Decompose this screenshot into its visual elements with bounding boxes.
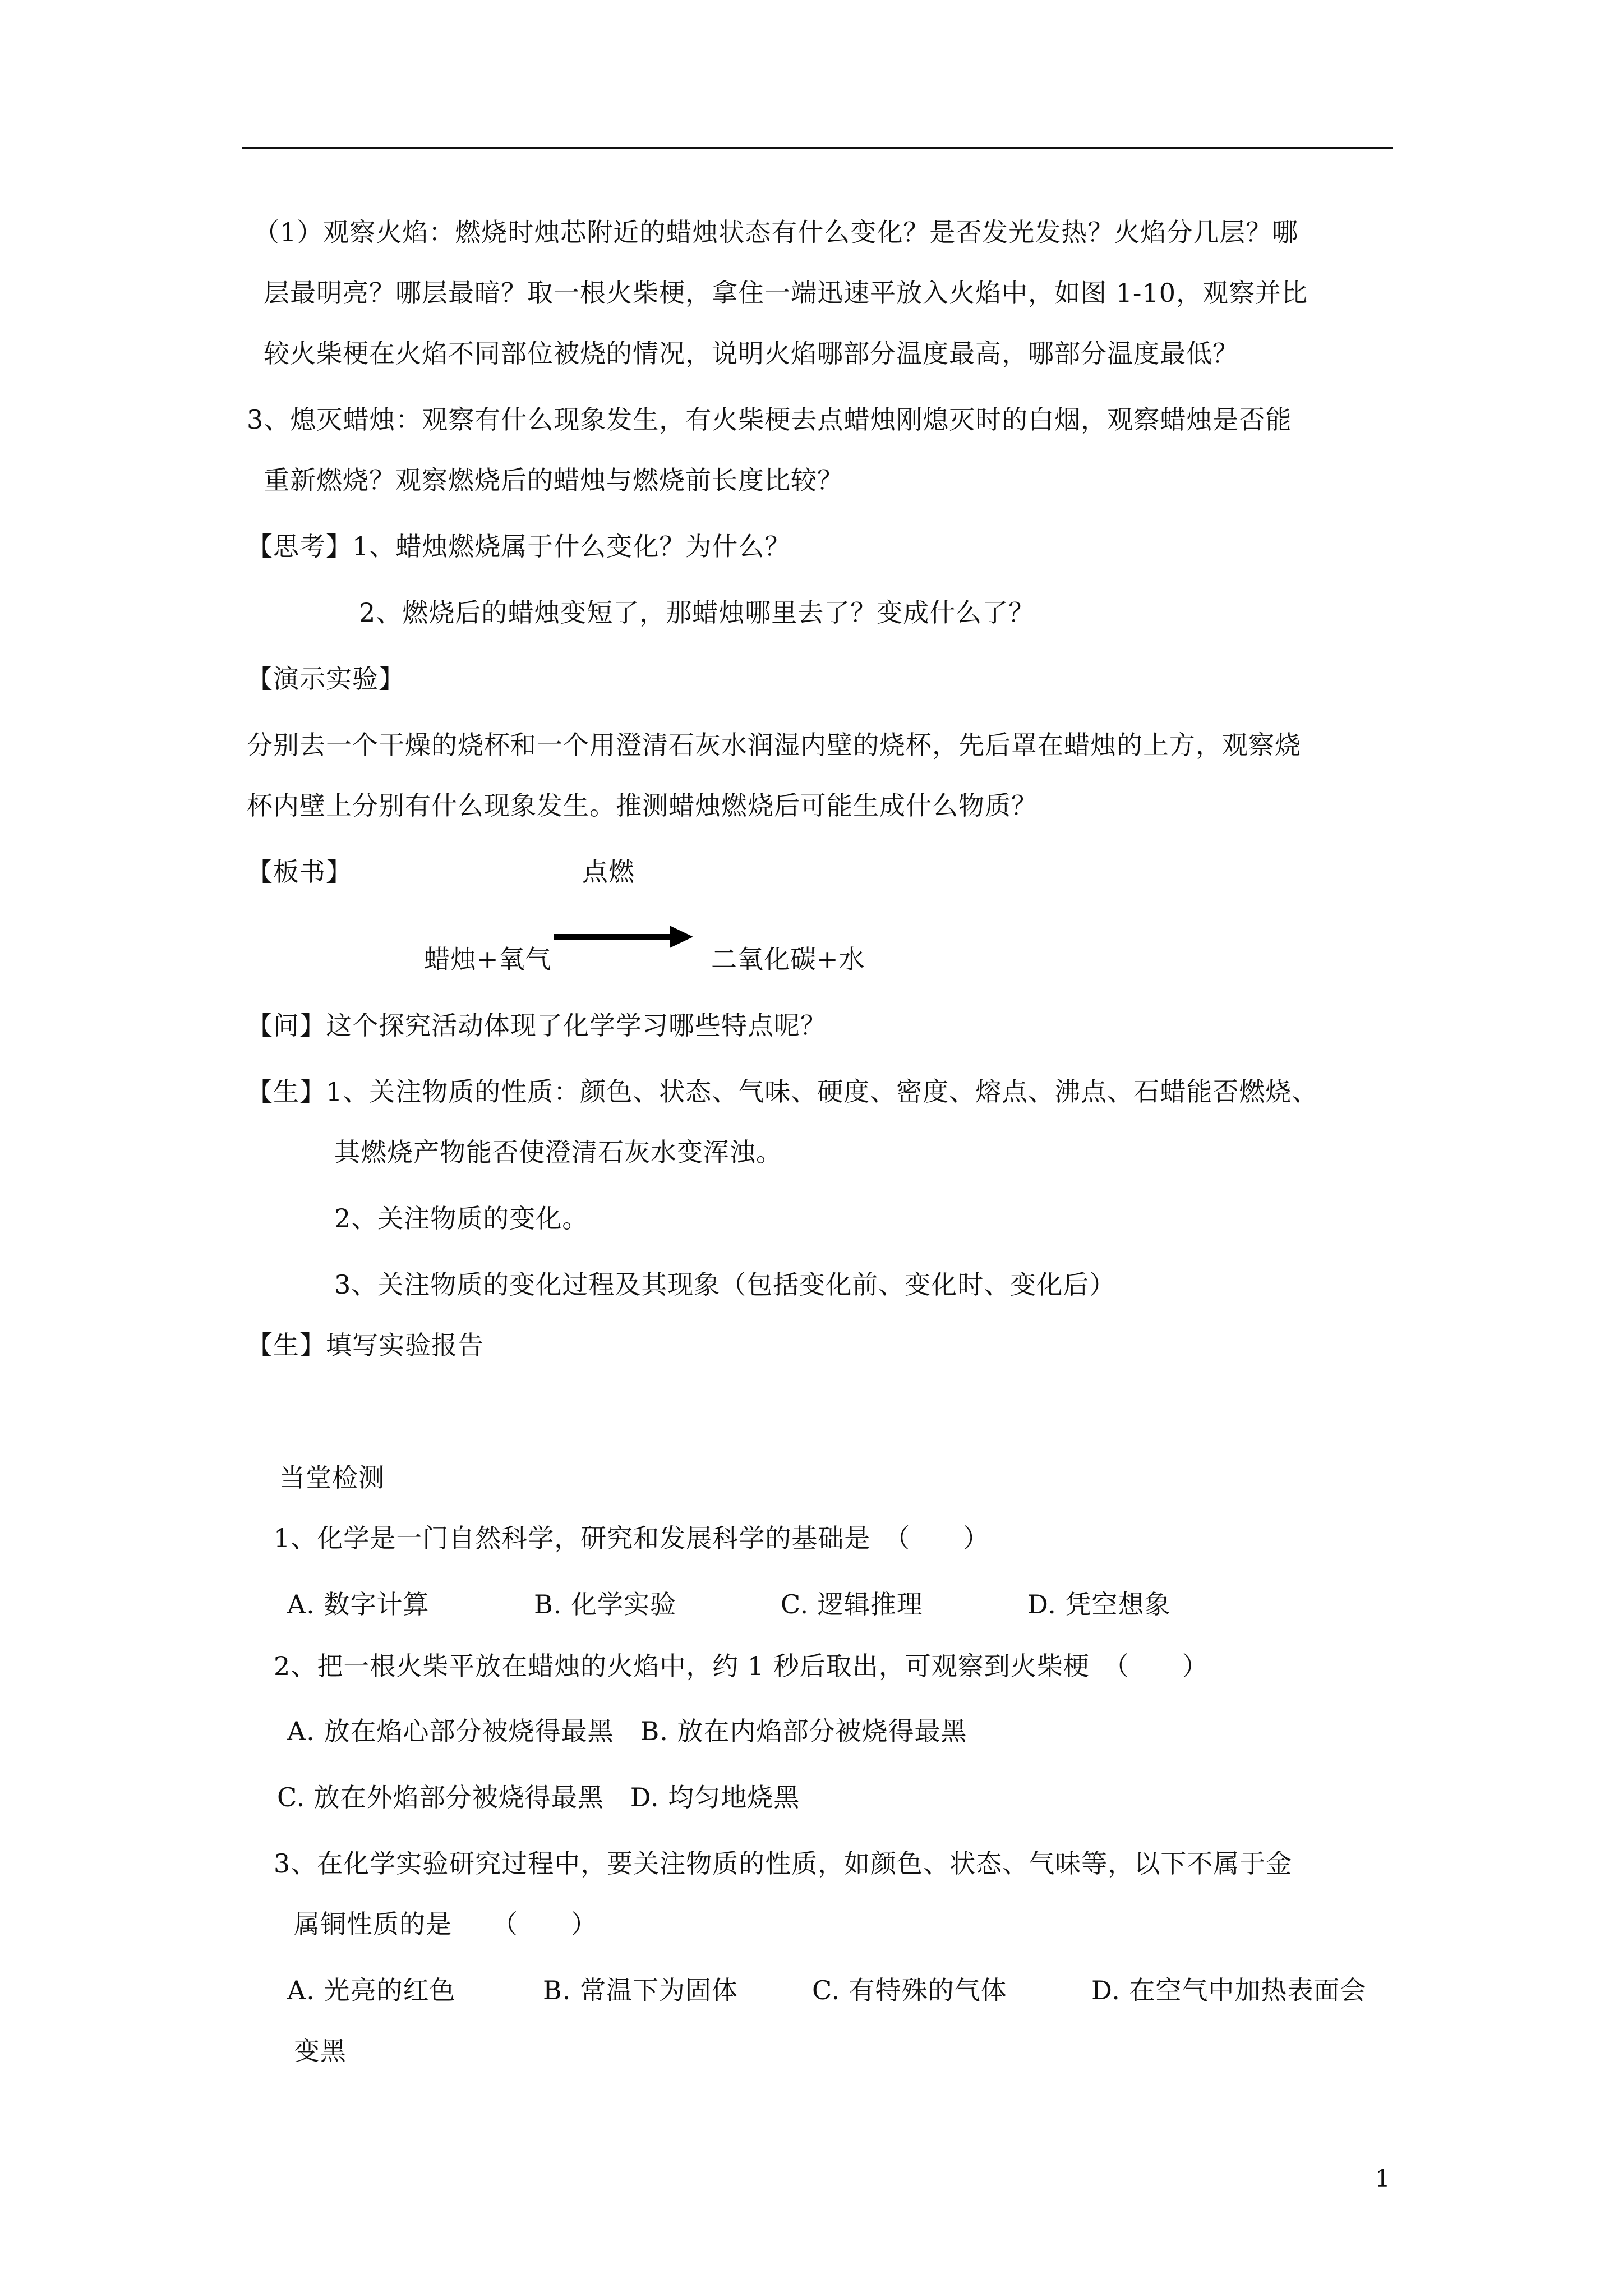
reaction-reactants: 蜡烛+氧气 — [424, 944, 552, 974]
demo-line-2: 杯内壁上分别有什么现象发生。推测蜡烛燃烧后可能生成什么物质？ — [247, 790, 1038, 821]
board-label: 【板书】 — [247, 857, 352, 887]
extinguish-line-1: 3、熄灭蜡烛：观察有什么现象发生，有火柴梗去点蜡烛刚熄灭时的白烟，观察蜡烛是否能 — [247, 404, 1292, 435]
demo-heading: 【演示实验】 — [247, 664, 405, 694]
teacher-question: 【问】这个探究活动体现了化学学习哪些特点呢？ — [247, 1010, 827, 1041]
q3-option-a: A. 光亮的红色 — [287, 1975, 456, 2005]
thinking-question-1: 【思考】1、蜡烛燃烧属于什么变化？为什么？ — [247, 531, 791, 562]
q2-options-row-1: A. 放在焰心部分被烧得最黑 B. 放在内焰部分被烧得最黑 — [287, 1716, 967, 1746]
quiz-question-3-line-1: 3、在化学实验研究过程中，要关注物质的性质，如颜色、状态、气味等，以下不属于金 — [274, 1848, 1293, 1879]
q3-option-d-cont: 变黑 — [294, 2036, 347, 2066]
q2-options-row-2: C. 放在外焰部分被烧得最黑 D. 均匀地烧黑 — [277, 1782, 800, 1812]
reaction-arrow — [554, 926, 693, 948]
demo-line-1: 分别去一个干燥的烧杯和一个用澄清石灰水润湿内壁的烧杯，先后罩在蜡烛的上方，观察烧 — [247, 730, 1301, 760]
student-answer-1-cont: 其燃烧产物能否使澄清石灰水变浑浊。 — [334, 1137, 782, 1167]
extinguish-line-2: 重新燃烧？观察燃烧后的蜡烛与燃烧前长度比较？ — [264, 465, 843, 495]
quiz-question-1: 1、化学是一门自然科学，研究和发展科学的基础是 （ ） — [274, 1523, 990, 1553]
observe-flame-line-3: 较火柴梗在火焰不同部位被烧的情况，说明火焰哪部分温度最高，哪部分温度最低？ — [264, 338, 1239, 369]
student-report: 【生】填写实验报告 — [247, 1330, 484, 1360]
observe-flame-line-1: （1）观察火焰：燃烧时烛芯附近的蜡烛状态有什么变化？是否发光发热？火焰分几层？哪 — [253, 217, 1299, 247]
q3-option-b: B. 常温下为固体 — [543, 1975, 739, 2005]
thinking-question-2: 2、燃烧后的蜡烛变短了，那蜡烛哪里去了？变成什么了？ — [359, 597, 1035, 628]
reaction-products: 二氧化碳+水 — [711, 944, 865, 974]
student-answer-3: 3、关注物质的变化过程及其现象（包括变化前、变化时、变化后） — [334, 1269, 1116, 1300]
q1-option-c: C. 逻辑推理 — [781, 1589, 923, 1619]
quiz-question-3-line-2: 属铜性质的是 （ ） — [294, 1909, 597, 1939]
quiz-question-2: 2、把一根火柴平放在蜡烛的火焰中，约 1 秒后取出，可观察到火柴梗 （ ） — [274, 1651, 1209, 1681]
q1-option-d: D. 凭空想象 — [1027, 1589, 1171, 1619]
quiz-heading: 当堂检测 — [279, 1462, 385, 1493]
q3-option-d: D. 在空气中加热表面会 — [1091, 1975, 1367, 2005]
header-rule — [242, 147, 1393, 149]
q1-option-a: A. 数字计算 — [287, 1589, 430, 1619]
reaction-condition: 点燃 — [582, 857, 635, 887]
student-answer-1: 【生】1、关注物质的性质：颜色、状态、气味、硬度、密度、熔点、沸点、石蜡能否燃烧、 — [247, 1076, 1318, 1107]
observe-flame-line-2: 层最明亮？哪层最暗？取一根火柴梗，拿住一端迅速平放入火焰中，如图 1-10，观察并比 — [264, 278, 1308, 308]
q3-option-c: C. 有特殊的气体 — [812, 1975, 1007, 2005]
page-number: 1 — [1375, 2165, 1390, 2192]
student-answer-2: 2、关注物质的变化。 — [334, 1203, 589, 1234]
q1-option-b: B. 化学实验 — [534, 1589, 677, 1619]
